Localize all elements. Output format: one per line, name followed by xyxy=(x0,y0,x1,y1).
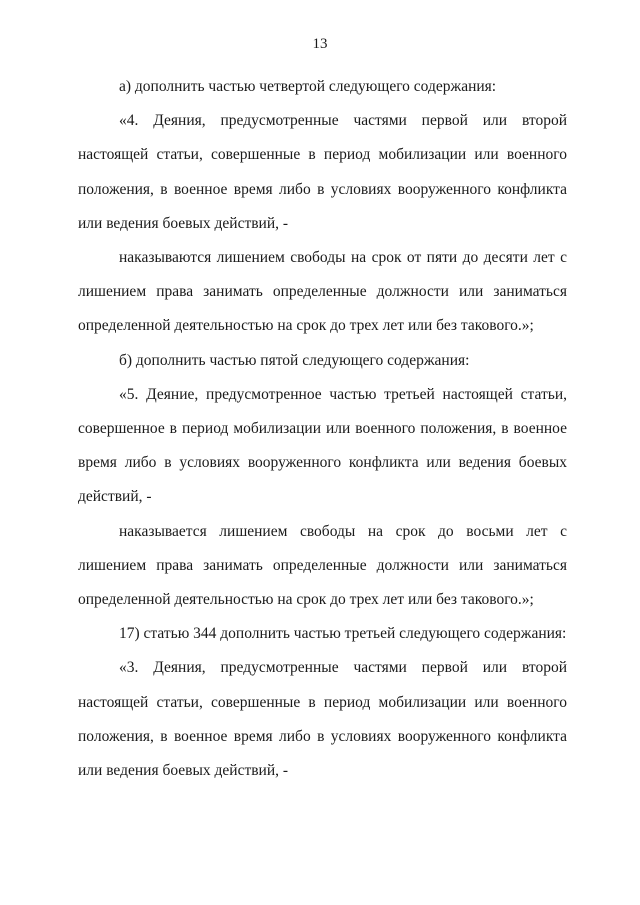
paragraph-part-5-text: «5. Деяние, предусмотренное частью третьей настоящей статьи, совершенное в период мобилизации или военного положения, в военное время либо в условиях вооруженного конфликта или ведения боевых действий, - xyxy=(78,385,567,506)
paragraph-item-17: 17) статью 344 дополнить частью третьей следующего содержания: xyxy=(119,625,567,643)
paragraph-part-5-penalty: наказывается лишением свободы на срок до восьми лет с лишением права занимать определенные должности или заниматься определенной деятельностью на срок до трех лет или без такового.»; xyxy=(78,522,567,609)
document-body xyxy=(78,70,567,788)
paragraph-part-4-penalty: наказываются лишением свободы на срок от пяти до десяти лет с лишением права занимать определенные должности или заниматься определенной деятельностью на срок до трех лет или без такового.»; xyxy=(78,249,567,335)
page-number: 13 xyxy=(312,36,328,52)
paragraph-amendment-a: а) дополнить частью четвертой следующего содержания: xyxy=(119,78,497,95)
paragraph-part-4-text: «4. Деяния, предусмотренные частями первой или второй настоящей статьи, совершенные в период мобилизации или военного положения, в военное время либо в условиях вооруженного конфликта или ведения боевых действий, - xyxy=(78,112,567,232)
paragraph-article-344-part-3: «3. Деяния, предусмотренные частями первой или второй настоящей статьи, совершенные в период мобилизации или военного положения, в военное время либо в условиях вооруженного конфликта или ведения боевых действий, - xyxy=(78,659,567,780)
paragraph-amendment-b: б) дополнить частью пятой следующего содержания: xyxy=(119,351,470,369)
